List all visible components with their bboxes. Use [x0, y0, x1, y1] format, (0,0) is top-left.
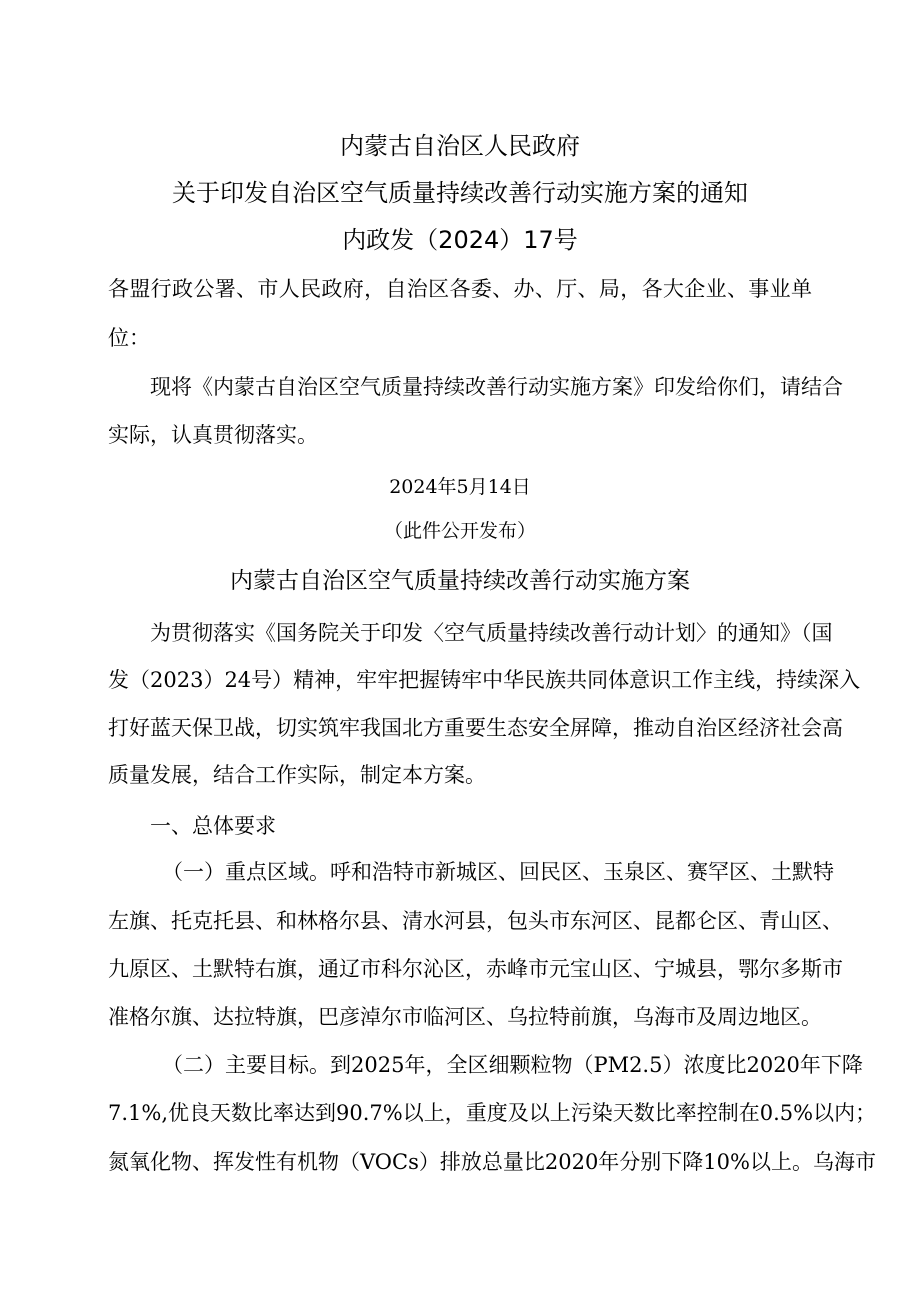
- notice-body-line: 现将《内蒙古自治区空气质量持续改善行动实施方案》印发给你们，请结合: [150, 375, 843, 399]
- notice-title: 关于印发自治区空气质量持续改善行动实施方案的通知: [172, 179, 748, 207]
- intro-line: 质量发展，结合工作实际，制定本方案。: [108, 763, 486, 787]
- item-line: 7.1%,优良天数比率达到90.7%以上，重度及以上污染天数比率控制在0.5%以内；: [108, 1101, 877, 1125]
- item-line: 九原区、土默特右旗，通辽市科尔沁区，赤峰市元宝山区、宁城县，鄂尔多斯市: [108, 957, 843, 981]
- item-line: （二）主要目标。到2025年，全区细颗粒物（PM2.5）浓度比2020年下降: [162, 1053, 863, 1077]
- item-line: 左旗、托克托县、和林格尔县、清水河县，包头市东河区、昆都仑区、青山区、: [108, 909, 843, 933]
- intro-line: 为贯彻落实《国务院关于印发〈空气质量持续改善行动计划〉的通知》（国: [150, 621, 833, 645]
- issue-date: 2024年5月14日: [389, 476, 531, 498]
- item-line: 准格尔旗、达拉特旗，巴彦淖尔市临河区、乌拉特前旗，乌海市及周边地区。: [108, 1005, 822, 1029]
- item-line: （一）重点区域。呼和浩特市新城区、回民区、玉泉区、赛罕区、土默特: [162, 860, 834, 884]
- section-heading: 一、总体要求: [150, 814, 276, 838]
- publish-note: （此件公开发布）: [383, 520, 536, 542]
- issuer-title: 内蒙古自治区人民政府: [340, 132, 580, 160]
- addressee-line: 各盟行政公署、市人民政府，自治区各委、办、厅、局，各大企业、事业单: [108, 277, 812, 301]
- plan-title: 内蒙古自治区空气质量持续改善行动实施方案: [230, 568, 690, 594]
- document-number: 内政发（2024）17号: [342, 226, 578, 254]
- item-line: 氮氧化物、挥发性有机物（VOCs）排放总量比2020年分别下降10%以上。乌海市: [108, 1150, 876, 1174]
- intro-line: 发（2023）24号）精神，牢牢把握铸牢中华民族共同体意识工作主线，持续深入: [108, 668, 861, 692]
- intro-line: 打好蓝天保卫战，切实筑牢我国北方重要生态安全屏障，推动自治区经济社会高: [108, 716, 843, 740]
- addressee-line: 位：: [108, 326, 150, 350]
- notice-body-line: 实际，认真贯彻落实。: [108, 423, 318, 447]
